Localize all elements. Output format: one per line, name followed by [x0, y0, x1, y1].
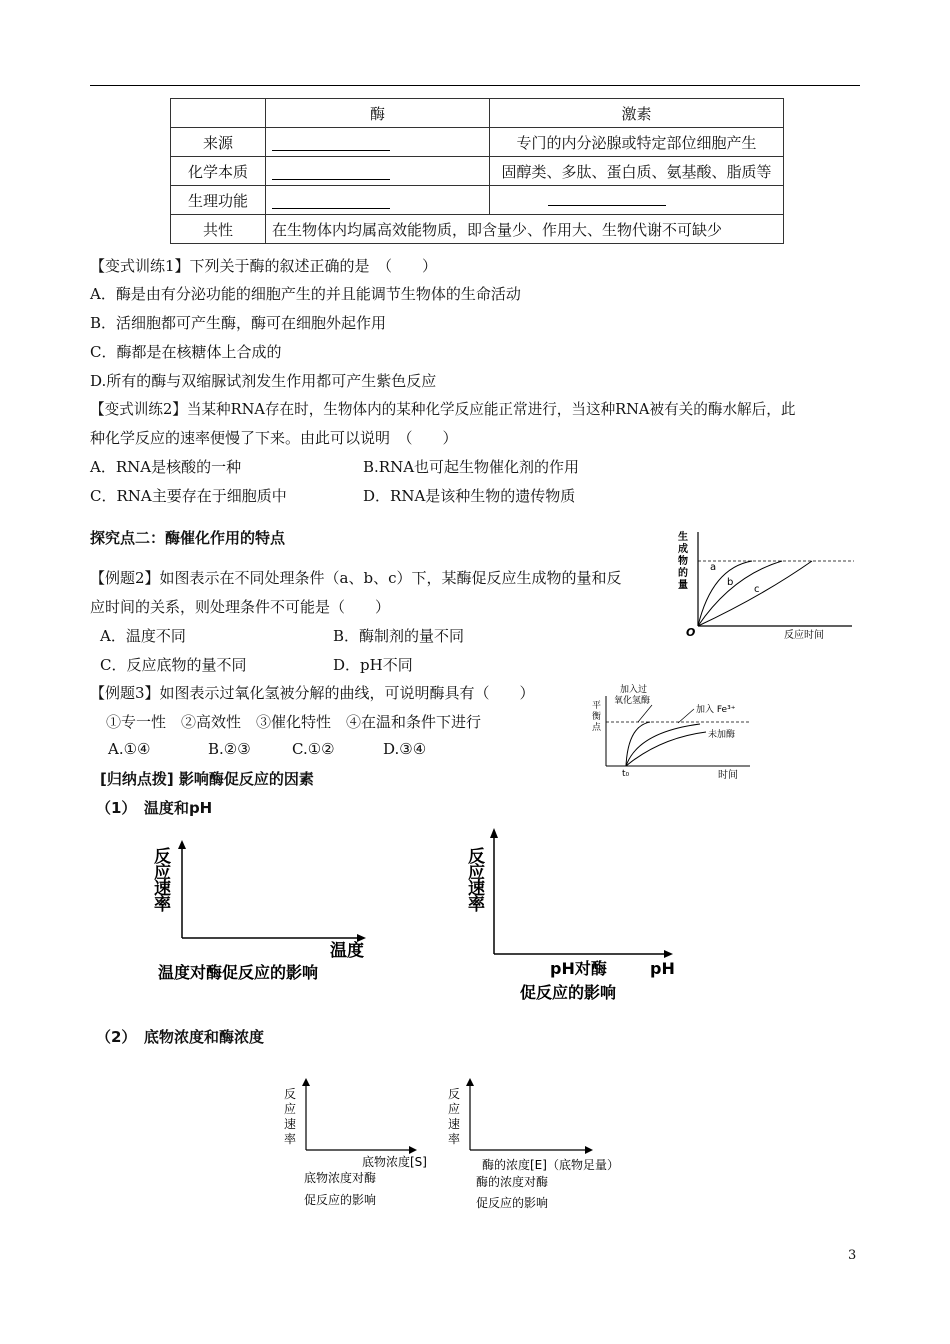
- table-cell: 专门的内分泌腺或特定部位细胞产生: [490, 128, 784, 157]
- y-axis-char: 应: [154, 863, 171, 883]
- h2o2-decomposition-figure: [590, 682, 780, 782]
- answer-blank-cell: [490, 186, 784, 215]
- example2-stem: 应时间的关系，则处理条件不可能是（ ）: [90, 598, 391, 616]
- exercise2-option[interactable]: D．RNA是该种生物的遗传物质: [363, 487, 576, 505]
- y-axis-char: 速: [468, 879, 485, 899]
- exercise1-option[interactable]: C．酶都是在核糖体上合成的: [90, 343, 282, 361]
- row-label: 共性: [171, 215, 266, 244]
- x-axis-arrow: [409, 1146, 417, 1154]
- x-axis-label: 温度: [330, 941, 364, 961]
- y-axis-char: 应: [448, 1102, 461, 1116]
- x-axis-label: 时间: [718, 770, 738, 781]
- answer-blank[interactable]: [272, 165, 390, 180]
- product-time-figure: [672, 528, 862, 643]
- y-axis-char: 平: [592, 701, 602, 711]
- exercise1-option[interactable]: B．活细胞都可产生酶，酶可在细胞外起作用: [90, 314, 387, 332]
- temperature-figure: [150, 840, 390, 985]
- exercise2-option[interactable]: A．RNA是核酸的一种: [90, 458, 242, 476]
- table-cell: 固醇类、多肽、蛋白质、氨基酸、脂质等: [490, 157, 784, 186]
- y-axis-label: [468, 847, 485, 915]
- y-axis-char: 率: [468, 895, 485, 915]
- answer-blank[interactable]: [272, 136, 390, 151]
- y-axis-char: 率: [154, 895, 171, 915]
- exercise2-option[interactable]: B.RNA也可起生物催化剂的作用: [363, 458, 580, 476]
- example3-items: ①专一性 ②高效性 ③催化特性 ④在温和条件下进行: [106, 713, 482, 731]
- table-row: [171, 157, 784, 186]
- curve-enzyme: [626, 722, 650, 766]
- curve-none: [626, 732, 706, 766]
- answer-blank-cell: [266, 186, 490, 215]
- y-axis-char: 反: [284, 1087, 297, 1101]
- y-axis-char: 反: [154, 847, 171, 867]
- figure-caption: 促反应的影响: [520, 983, 617, 1002]
- curve-label: a: [710, 562, 717, 573]
- y-axis-char: 应: [284, 1102, 297, 1116]
- y-axis-arrow: [466, 1078, 474, 1086]
- subsection-title: （1） 温度和pH: [96, 799, 213, 817]
- y-axis-label: [678, 530, 688, 591]
- table-row: [171, 215, 784, 244]
- figure-caption: 酶的浓度对酶: [476, 1175, 549, 1189]
- y-axis-char: 速: [284, 1117, 297, 1131]
- exercise1-stem: 【变式训练1】下列关于酶的叙述正确的是 （ ）: [90, 257, 438, 275]
- answer-blank-cell: [266, 128, 490, 157]
- y-axis-char: 率: [284, 1132, 297, 1146]
- y-axis-char: 生: [678, 532, 688, 543]
- enzyme-concentration-figure: [446, 1078, 646, 1214]
- example3-option[interactable]: A.①④: [108, 740, 151, 758]
- y-axis-label: [284, 1087, 296, 1146]
- example3-stem: 【例题3】如图表示过氧化氢被分解的曲线，可说明酶具有（ ）: [90, 684, 535, 702]
- curve-label: c: [754, 584, 760, 595]
- y-axis-char: 成: [678, 544, 688, 555]
- figure-caption: 温度对酶促反应的影响: [158, 963, 319, 982]
- curve-label: b: [727, 577, 734, 588]
- enzyme-label: 加入过: [620, 685, 648, 695]
- table-header-cell: [171, 99, 266, 128]
- y-axis-label: [448, 1087, 460, 1146]
- substrate-figure: [280, 1078, 440, 1210]
- y-axis-char: 率: [448, 1132, 461, 1146]
- example2-option[interactable]: A．温度不同: [100, 627, 186, 645]
- exercise2-stem: 种化学反应的速率便慢了下来。由此可以说明 （ ）: [90, 429, 458, 447]
- origin-label: O: [686, 626, 696, 639]
- row-label: 生理功能: [171, 186, 266, 215]
- answer-blank-cell: [266, 157, 490, 186]
- x-axis-label: 酶的浓度[E]（底物足量）: [482, 1158, 619, 1172]
- example2-option[interactable]: B．酶制剂的量不同: [333, 627, 465, 645]
- table-row: [171, 186, 784, 215]
- y-axis-char: 速: [154, 879, 171, 899]
- y-axis-char: 物: [678, 556, 688, 567]
- exercise2-stem: 【变式训练2】当某种RNA存在时，生物体内的某种化学反应能正常进行，当这种RNA被有关的酶水解后，此: [90, 401, 796, 418]
- header-rule: [90, 85, 860, 86]
- y-axis-char: 量: [678, 580, 688, 591]
- exercise1-option[interactable]: A．酶是由有分泌功能的细胞产生的并且能调节生物体的生命活动: [90, 285, 521, 303]
- example2-option[interactable]: D．pH不同: [333, 656, 413, 674]
- summary-heading: [归纳点拨] 影响酶促反应的因素: [100, 770, 314, 788]
- figure-caption: 促反应的影响: [304, 1193, 377, 1207]
- y-axis-char: 反: [448, 1087, 461, 1101]
- y-axis-char: 速: [448, 1117, 461, 1131]
- y-axis-arrow: [490, 828, 498, 838]
- figure-caption: 底物浓度对酶: [304, 1171, 377, 1185]
- x-axis-label: 反应时间: [784, 630, 824, 641]
- y-axis-char: 的: [678, 568, 688, 579]
- enzyme-hormone-table: [170, 98, 784, 244]
- no-enzyme-label: 未加酶: [708, 730, 736, 740]
- y-axis-char: 点: [592, 723, 602, 733]
- y-axis-label: [592, 700, 602, 733]
- row-label: 来源: [171, 128, 266, 157]
- t0-label: t₀: [622, 769, 630, 779]
- y-axis-char: 衡: [592, 712, 602, 722]
- subsection-title: （2） 底物浓度和酶浓度: [96, 1028, 264, 1046]
- example3-option[interactable]: C.①②: [292, 740, 335, 758]
- table-header-cell: 酶: [266, 99, 490, 128]
- y-axis-arrow: [178, 840, 186, 849]
- example2-stem: 【例题2】如图表示在不同处理条件（a、b、c）下，某酶促反应生成物的量和反: [90, 569, 622, 587]
- figure-caption: 促反应的影响: [476, 1196, 549, 1210]
- table-cell: 在生物体内均属高效能物质，即含量少、作用大、生物代谢不可缺少: [266, 215, 784, 244]
- x-axis-label: 底物浓度[S]: [362, 1155, 427, 1169]
- example3-option[interactable]: D.③④: [383, 740, 427, 758]
- example2-option[interactable]: C．反应底物的量不同: [100, 656, 247, 674]
- example3-option[interactable]: B.②③: [208, 740, 251, 758]
- row-label: 化学本质: [171, 157, 266, 186]
- figure-caption: pH对酶: [550, 959, 607, 978]
- table-row: [171, 128, 784, 157]
- answer-blank[interactable]: [272, 194, 390, 209]
- fe-label: 加入 Fe³⁺: [696, 705, 736, 715]
- x-axis-arrow: [664, 950, 673, 958]
- section-heading: 探究点二：酶催化作用的特点: [90, 529, 286, 547]
- x-axis-label: pH: [650, 959, 675, 978]
- curve-fe: [626, 724, 700, 766]
- y-axis-label: [154, 847, 171, 915]
- enzyme-label: 氧化氢酶: [614, 696, 651, 706]
- enzyme-pointer: [638, 705, 652, 722]
- exercise1-option[interactable]: D.所有的酶与双缩脲试剂发生作用都可产生紫色反应: [90, 372, 437, 390]
- y-axis-arrow: [302, 1078, 310, 1086]
- exercise2-option[interactable]: C．RNA主要存在于细胞质中: [90, 487, 287, 505]
- table-header-cell: 激素: [490, 99, 784, 128]
- x-axis-arrow: [585, 1146, 593, 1154]
- fe-pointer: [678, 709, 694, 723]
- ph-figure: [460, 828, 690, 1008]
- answer-blank[interactable]: [548, 191, 666, 206]
- y-axis-char: 反: [468, 847, 485, 867]
- table-header-row: [171, 99, 784, 128]
- page-number: 3: [848, 1248, 857, 1263]
- y-axis-char: 应: [468, 863, 485, 883]
